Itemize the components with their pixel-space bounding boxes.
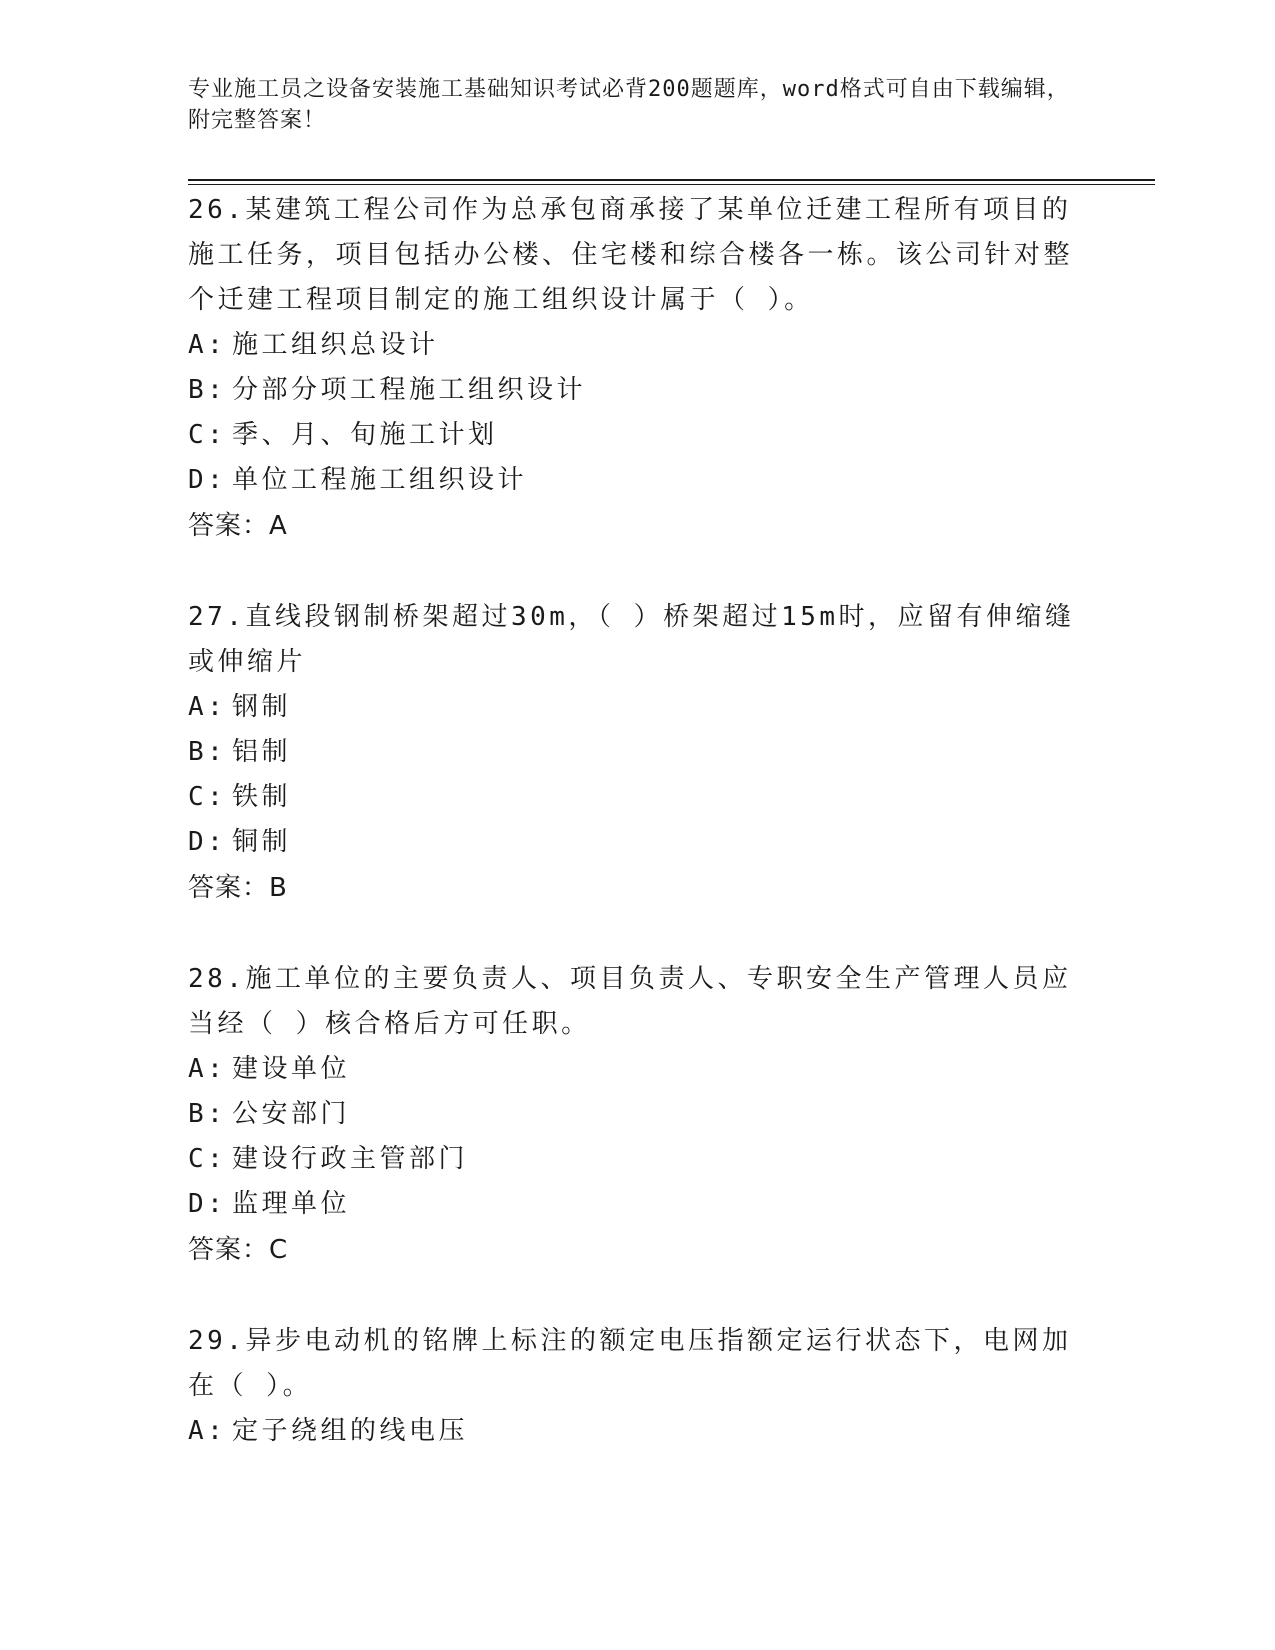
header-divider-thin: [188, 184, 1155, 185]
option-key: A:: [188, 692, 227, 722]
header-divider-thick: [188, 179, 1155, 181]
option-text: 定子绕组的线电压: [232, 1416, 469, 1446]
question-text: 29.异步电动机的铭牌上标注的额定电压指额定运行状态下，电网加在（ ）。: [188, 1326, 1072, 1401]
option-text: 监理单位: [232, 1189, 351, 1219]
option-text: 铝制: [232, 737, 292, 767]
question-26: [188, 188, 1088, 549]
option-text: 钢制: [232, 692, 292, 722]
option-c: [188, 1137, 1088, 1182]
option-d: [188, 820, 1088, 865]
option-text: 施工组织总设计: [232, 330, 439, 360]
option-a: [188, 323, 1088, 368]
option-a: [188, 1409, 1088, 1454]
option-text: 铁制: [232, 782, 292, 812]
option-d: [188, 458, 1088, 503]
answer-line: 答案：A: [188, 511, 288, 541]
option-b: [188, 730, 1088, 775]
option-c: [188, 413, 1088, 458]
option-b: [188, 1092, 1088, 1137]
option-key: D:: [188, 1189, 227, 1219]
option-text: 单位工程施工组织设计: [232, 465, 528, 495]
option-key: B:: [188, 1099, 227, 1129]
document-title: 专业施工员之设备安装施工基础知识考试必背200题题库，word格式可自由下载编辑，附完整答案！: [188, 77, 1070, 133]
option-key: B:: [188, 737, 227, 767]
question-text: 27.直线段钢制桥架超过30m，（ ）桥架超过15m时，应留有伸缩缝或伸缩片: [188, 602, 1075, 677]
option-a: [188, 685, 1088, 730]
option-text: 建设行政主管部门: [232, 1144, 469, 1174]
option-key: D:: [188, 827, 227, 857]
question-27: [188, 595, 1088, 911]
question-28: [188, 957, 1088, 1273]
option-key: D:: [188, 465, 227, 495]
question-list: [188, 188, 1088, 1500]
option-text: 建设单位: [232, 1054, 351, 1084]
question-text: 26.某建筑工程公司作为总承包商承接了某单位迁建工程所有项目的施工任务，项目包括办公楼、住宅楼和综合楼各一栋。该公司针对整个迁建工程项目制定的施工组织设计属于（ ）。: [188, 195, 1074, 315]
question-29: [188, 1319, 1088, 1454]
option-text: 季、月、旬施工计划: [232, 420, 498, 450]
option-b: [188, 368, 1088, 413]
option-text: 铜制: [232, 827, 292, 857]
option-key: A:: [188, 1054, 227, 1084]
option-a: [188, 1047, 1088, 1092]
option-key: B:: [188, 375, 227, 405]
option-key: C:: [188, 1144, 227, 1174]
answer-line: 答案：B: [188, 873, 288, 903]
answer-line: 答案：C: [188, 1235, 289, 1265]
option-c: [188, 775, 1088, 820]
option-text: 公安部门: [232, 1099, 351, 1129]
option-key: A:: [188, 330, 227, 360]
option-text: 分部分项工程施工组织设计: [232, 375, 587, 405]
option-key: A:: [188, 1416, 227, 1446]
document-header: [188, 74, 1088, 136]
question-text: 28.施工单位的主要负责人、项目负责人、专职安全生产管理人员应当经（ ）核合格后方可任职。: [188, 964, 1072, 1039]
option-key: C:: [188, 782, 227, 812]
option-key: C:: [188, 420, 227, 450]
option-d: [188, 1182, 1088, 1227]
